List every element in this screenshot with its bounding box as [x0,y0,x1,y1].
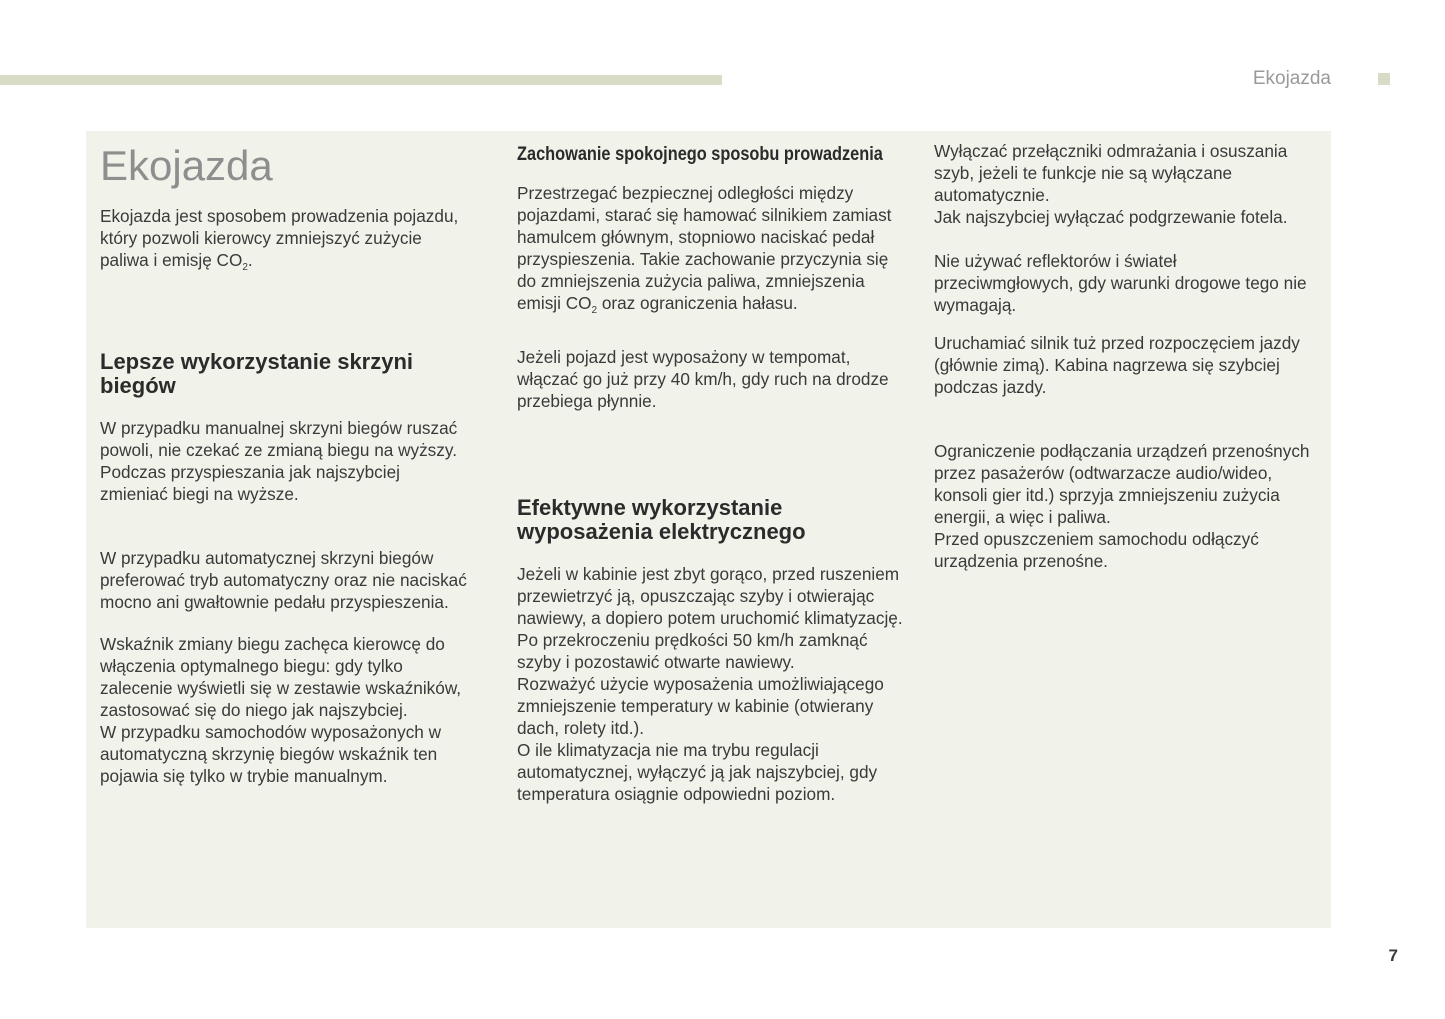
intro-end: . [247,250,253,270]
air-conditioning-paragraph: O ile klimatyzacja nie ma trybu regulacji automatycznej, wyłączyć ją jak najszybciej, gdy temperatura osiągnie odpowiedni poziom. [517,740,878,804]
section-marker-square [1378,73,1390,85]
calm-driving-heading: Zachowanie spokojnego sposobu prowadzenia [517,144,883,165]
speed-windows-paragraph: Po przekroczeniu prędkości 50 km/h zamknąć szyby i pozostawić otwarte nawiewy. [517,630,868,672]
automatic-gearbox-paragraph: W przypadku automatycznej skrzyni biegów preferować tryb automatyczny oraz nie naciskać mocno ani gwałtownie pedału przyspieszenia. [100,548,467,612]
intro-paragraph [100,205,470,271]
header-rule [0,75,722,85]
calm-driving-text: Przestrzegać bezpiecznej odległości między pojazdami, starać się hamować silnikiem zamiast hamulcem głównym, stopniowo naciskać pedał przyspieszenia. Takie zachowanie przyczynia się do zmniejszenia zużycia paliwa, zmniejszenia emisji CO [517,183,892,313]
engine-start-paragraph: Uruchamiać silnik tuż przed rozpoczęciem jazdy (głównie zimą). Kabina nagrzewa się szybciej podczas jazdy. [934,333,1300,397]
hot-cabin-paragraph: Jeżeli w kabinie jest zbyt gorąco, przed ruszeniem przewietrzyć ją, opuszczając szyby i otwierając nawiewy, a dopiero potem uruchomić klimatyzację. [517,564,903,628]
gear-heading: Lepsze wykorzystanie skrzyni biegów [100,349,414,398]
portable-devices-paragraph: Ograniczenie podłączania urządzeń przenośnych przez pasażerów (odtwarzacze audio/wideo, konsoli gier itd.) sprzyja zmniejszeniu zużycia energii, a więc i paliwa. [934,441,1310,527]
defrost-paragraph: Wyłączać przełączniki odmrażania i osuszania szyb, jeżeli te funkcje nie są wyłączane automatycznie. [934,141,1288,205]
co2-subscript: 2 [242,262,248,273]
seat-heating-paragraph: Jak najszybciej wyłączać podgrzewanie fotela. [934,207,1288,227]
column-middle [517,131,912,805]
gear-indicator-automatic-paragraph: W przypadku samochodów wyposażonych w automatyczną skrzynię biegów wskaźnik ten pojawia się tylko w trybie manualnym. [100,722,442,786]
content-panel [86,131,1331,928]
calm-driving-paragraph [517,182,912,314]
page-number: 7 [1388,946,1398,965]
calm-driving-text-end: oraz ograniczenia hałasu. [597,293,798,313]
electric-equipment-heading: Efektywne wykorzystanie wyposażenia elektrycznego [517,495,806,544]
cooling-equipment-paragraph: Rozważyć użycie wyposażenia umożliwiającego zmniejszenie temperatury w kabinie (otwierany dach, rolety itd.). [517,674,884,738]
fog-lights-paragraph: Nie używać reflektorów i świateł przeciwmgłowych, gdy warunki drogowe tego nie wymagają. [934,251,1307,315]
unplug-devices-paragraph: Przed opuszczeniem samochodu odłączyć urządzenia przenośne. [934,529,1259,571]
column-left [100,131,470,787]
column-right [934,131,1319,572]
gear-indicator-paragraph: Wskaźnik zmiany biegu zachęca kierowcę do włączenia optymalnego biegu: gdy tylko zalecenie wyświetli się w zestawie wskaźników, zastosować się do niego jak najszybciej. [100,634,462,720]
co2-subscript: 2 [591,305,598,316]
section-label: Ekojazda [1252,68,1331,89]
cruise-control-paragraph: Jeżeli pojazd jest wyposażony w tempomat, włączać go już przy 40 km/h, gdy ruch na drodze przebiega płynnie. [517,347,889,411]
intro-text: Ekojazda jest sposobem prowadzenia pojazdu, który pozwoli kierowcy zmniejszyć zużycie paliwa i emisję CO [100,206,459,270]
manual-gearbox-paragraph: W przypadku manualnej skrzyni biegów ruszać powoli, nie czekać ze zmianą biegu na wyższy. Podczas przyspieszania jak najszybciej zmieniać biegi na wyższe. [100,418,458,504]
page-title: Ekojazda [100,142,273,189]
